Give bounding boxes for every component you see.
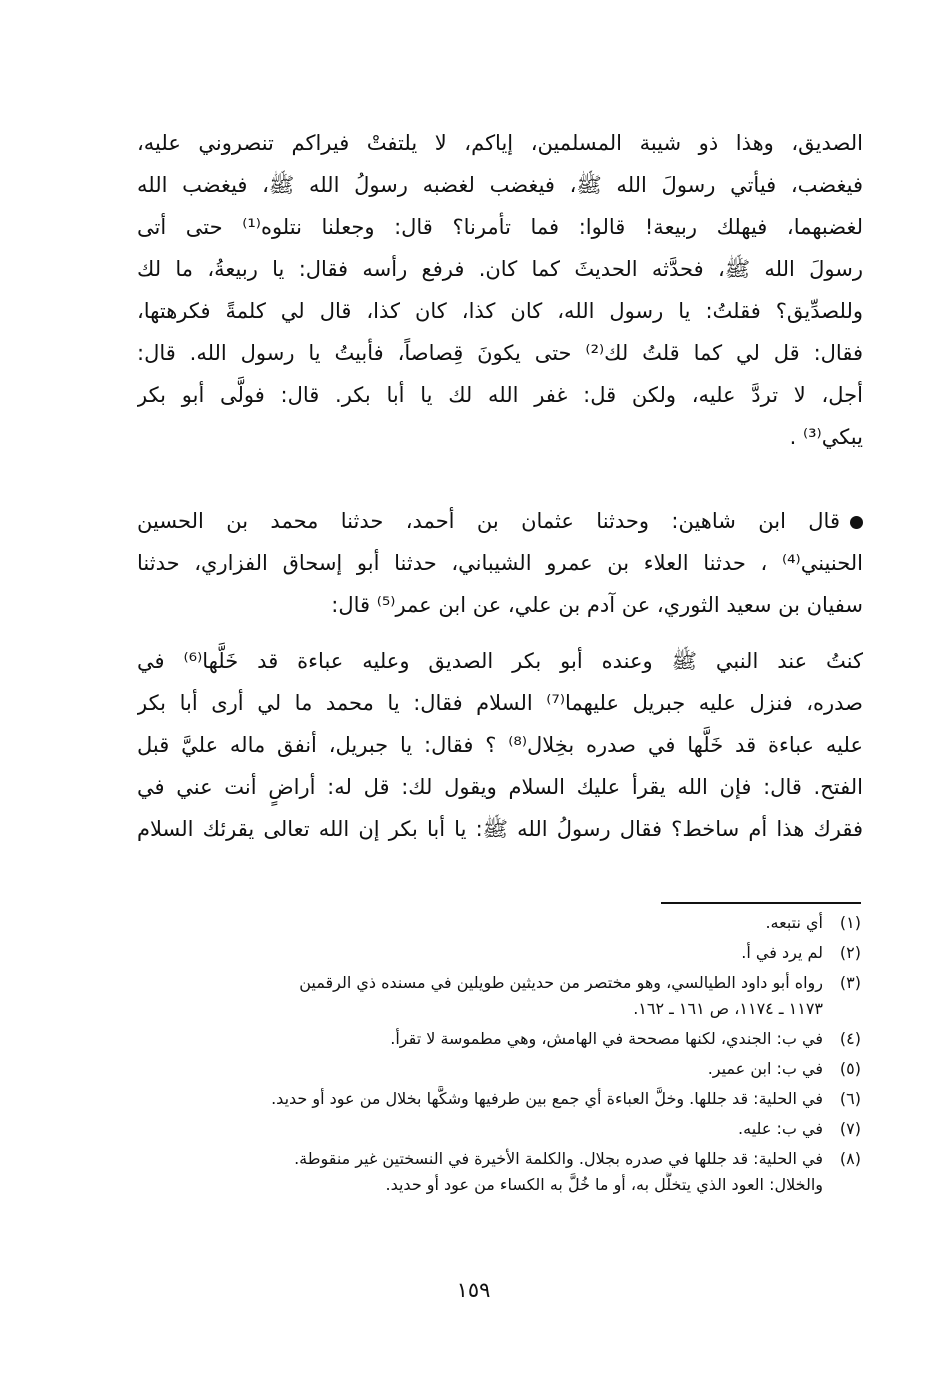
text-line: فقرك هذا أم ساخط؟ فقال رسولُ الله ﷺ: يا أبا بكر إن الله تعالى يقرئك السلام <box>137 817 863 841</box>
text-line: الفتح. قال: فإن الله يقرأ عليك السلام ويقول لك: قل له: أراضٍ أنت عني في <box>137 775 863 799</box>
bullet-icon <box>850 516 863 529</box>
footnote-line: ١١٧٣ ـ ١١٧٤، ص ١٦١ ـ ١٦٢. <box>633 999 823 1018</box>
footnote-number: (٣) <box>839 973 861 992</box>
footnote-line: في الحلية: قد جللها في صدره بجلال. والكلمة الأخيرة في النسختين غير منقوطة. <box>294 1149 823 1168</box>
footnote-separator <box>661 902 861 904</box>
text-line: صدره، فنزل عليه جبريل عليهما⁽⁷⁾ السلام فقال: يا محمد ما لي أرى أبا بكر <box>137 691 863 715</box>
text-line-first <box>137 500 863 542</box>
footnote-line: في الحلية: قد جللها. وخلَّ العباءة أي جمع بين طرفيها وشكَّها بخلال من عود أو حديد. <box>271 1089 823 1108</box>
footnote-text <box>137 1026 823 1052</box>
footnote-number: (١) <box>839 913 861 932</box>
footnote-number: (٤) <box>839 1029 861 1048</box>
text-line: الحنيني⁽⁴⁾ ، حدثنا العلاء بن عمرو الشيباني، حدثنا أبو إسحاق الفزاري، حدثنا <box>137 551 863 575</box>
footnote-text <box>137 940 823 966</box>
footnote-line: لم يرد في أ. <box>741 943 823 962</box>
footnote-number: (٥) <box>839 1059 861 1078</box>
text-line: لغضبهما، فيهلك ربيعة! قالوا: فما تأمرنا؟ قال: وجعلنا نتلوه⁽¹⁾ حتى أتى <box>137 215 863 239</box>
hadith-paragraph <box>137 640 863 850</box>
text-line: سفيان بن سعيد الثوري، عن آدم بن علي، عن ابن عمر⁽⁵⁾ قال: <box>331 593 863 617</box>
footnote-text <box>137 910 823 936</box>
text-line: كنتُ عند النبي ﷺ وعنده أبو بكر الصديق وعليه عباءة قد خَلَّها⁽⁶⁾ في <box>137 649 863 673</box>
text-line: الصديق، وهذا ذو شيبة المسلمين، إياكم، لا يلتفتْ فيراكم تنصروني عليه، <box>137 131 863 155</box>
footnote-text <box>137 1056 823 1082</box>
footnote-text <box>137 1146 823 1198</box>
footnote-number: (٧) <box>839 1119 861 1138</box>
text-line: فيغضب، فيأتي رسولَ الله ﷺ، فيغضب لغضبه رسولُ الله ﷺ، فيغضب الله <box>137 173 863 197</box>
footnote-line: أي نتبعه. <box>765 913 823 932</box>
page-number: ١٥٩ <box>456 1278 491 1302</box>
footnote-number: (٦) <box>839 1089 861 1108</box>
text-line: عليه عباءة قد خَلَّها في صدره بخِلال⁽⁸⁾ ؟ فقال: يا جبريل، أنفق ماله عليَّ قبل <box>137 733 863 757</box>
footnote-text <box>137 970 823 1022</box>
text-line: فقال: قل لي كما قلتُ لك⁽²⁾ حتى يكونَ قِصاصاً، فأبيتُ يا رسول الله. قال: <box>137 341 863 365</box>
isnad-paragraph <box>137 500 863 626</box>
footnote-line: في ب: ابن عمير. <box>707 1059 823 1078</box>
footnote-text <box>137 1116 823 1142</box>
text-line: أجل، لا تردَّ عليه، ولكن قل: غفر الله لك يا أبا بكر. قال: فولَّى أبو بكر <box>137 383 863 407</box>
footnote-line: في ب: الجندي، لكنها مصححة في الهامش، وهي مطموسة لا تقرأ. <box>390 1029 823 1048</box>
footnotes <box>137 910 861 1202</box>
footnote-item <box>137 970 861 1022</box>
footnote-item <box>137 940 861 966</box>
text-line-content: قال ابن شاهين: وحدثنا عثمان بن أحمد، حدثنا محمد بن الحسين <box>137 509 840 533</box>
footnote-line: والخلال: العود الذي يتخلَّل به، أو ما خُلَّ به الكساء من عود أو حديد. <box>385 1175 823 1194</box>
text-line: رسولَ الله ﷺ، فحدَّثه الحديثَ كما كان. فرفع رأسه فقال: يا ربيعةُ، ما لك <box>137 257 863 281</box>
footnote-number: (٨) <box>839 1149 861 1168</box>
footnote-item <box>137 1026 861 1052</box>
text-line: يبكي⁽³⁾ . <box>789 425 863 449</box>
footnote-item <box>137 1086 861 1112</box>
paragraph-continuation <box>137 122 863 458</box>
footnote-item <box>137 1146 861 1198</box>
footnote-item <box>137 910 861 936</box>
footnote-number: (٢) <box>839 943 861 962</box>
footnote-line: في ب: عليه. <box>738 1119 823 1138</box>
footnote-text <box>137 1086 823 1112</box>
footnote-line: رواه أبو داود الطيالسي، وهو مختصر من حديثين طويلين في مسنده ذي الرقمين <box>299 973 823 992</box>
footnote-item <box>137 1056 861 1082</box>
text-line: وللصدِّيق؟ فقلتُ: يا رسول الله، كان كذا، كان كذا، قال لي كلمةً فكرهتها، <box>137 299 863 323</box>
footnote-item <box>137 1116 861 1142</box>
